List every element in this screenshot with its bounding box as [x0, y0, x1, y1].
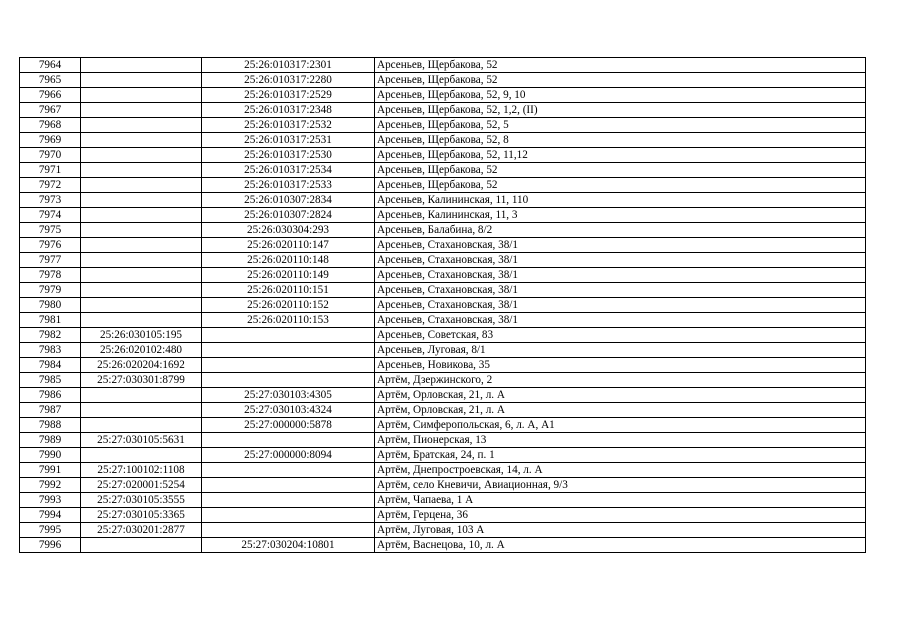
address-cell: Арсеньев, Советская, 83 [375, 328, 866, 343]
cadastral-number-b-cell: 25:27:030103:4324 [202, 403, 375, 418]
address-cell: Арсеньев, Щербакова, 52, 9, 10 [375, 88, 866, 103]
cadastral-number-b-cell: 25:26:020110:148 [202, 253, 375, 268]
table-row [20, 493, 866, 508]
row-number-cell: 7988 [20, 418, 81, 433]
row-number-cell: 7964 [20, 58, 81, 73]
address-cell: Арсеньев, Щербакова, 52 [375, 178, 866, 193]
cadastral-number-b-cell: 25:26:010307:2834 [202, 193, 375, 208]
address-cell: Арсеньев, Стахановская, 38/1 [375, 298, 866, 313]
cadastral-number-b-cell [202, 508, 375, 523]
cadastral-number-a-cell [81, 223, 202, 238]
table-row [20, 523, 866, 538]
address-cell: Арсеньев, Щербакова, 52, 8 [375, 133, 866, 148]
table-row [20, 328, 866, 343]
address-cell: Арсеньев, Стахановская, 38/1 [375, 253, 866, 268]
address-cell: Арсеньев, Щербакова, 52 [375, 58, 866, 73]
address-cell: Арсеньев, Щербакова, 52, 1,2, (II) [375, 103, 866, 118]
row-number-cell: 7980 [20, 298, 81, 313]
cadastral-number-a-cell: 25:27:030105:3555 [81, 493, 202, 508]
cadastral-number-b-cell [202, 463, 375, 478]
table-row [20, 238, 866, 253]
cadastral-number-a-cell: 25:27:100102:1108 [81, 463, 202, 478]
address-cell: Артём, Симферопольская, 6, л. А, А1 [375, 418, 866, 433]
cadastral-number-b-cell: 25:26:010317:2532 [202, 118, 375, 133]
address-cell: Арсеньев, Щербакова, 52, 11,12 [375, 148, 866, 163]
registry-table [19, 57, 866, 553]
cadastral-number-a-cell [81, 163, 202, 178]
cadastral-number-a-cell: 25:26:030105:195 [81, 328, 202, 343]
row-number-cell: 7965 [20, 73, 81, 88]
cadastral-number-b-cell: 25:26:010317:2533 [202, 178, 375, 193]
cadastral-number-a-cell [81, 448, 202, 463]
cadastral-number-b-cell: 25:26:020110:151 [202, 283, 375, 298]
address-cell: Арсеньев, Щербакова, 52, 5 [375, 118, 866, 133]
row-number-cell: 7967 [20, 103, 81, 118]
cadastral-number-a-cell: 25:26:020102:480 [81, 343, 202, 358]
cadastral-number-b-cell [202, 433, 375, 448]
cadastral-number-a-cell [81, 58, 202, 73]
table-row [20, 133, 866, 148]
table-row [20, 103, 866, 118]
row-number-cell: 7995 [20, 523, 81, 538]
address-cell: Артём, Васнецова, 10, л. А [375, 538, 866, 553]
cadastral-number-b-cell [202, 358, 375, 373]
row-number-cell: 7991 [20, 463, 81, 478]
cadastral-number-b-cell: 25:26:030304:293 [202, 223, 375, 238]
address-cell: Арсеньев, Стахановская, 38/1 [375, 283, 866, 298]
address-cell: Арсеньев, Щербакова, 52 [375, 73, 866, 88]
table-row [20, 418, 866, 433]
address-cell: Артём, Орловская, 21, л. А [375, 403, 866, 418]
address-cell: Артём, Луговая, 103 А [375, 523, 866, 538]
address-cell: Артём, Пионерская, 13 [375, 433, 866, 448]
cadastral-number-b-cell [202, 328, 375, 343]
row-number-cell: 7985 [20, 373, 81, 388]
cadastral-number-b-cell: 25:26:020110:147 [202, 238, 375, 253]
row-number-cell: 7993 [20, 493, 81, 508]
table-row [20, 163, 866, 178]
cadastral-number-a-cell [81, 298, 202, 313]
cadastral-number-b-cell: 25:26:010317:2534 [202, 163, 375, 178]
cadastral-number-a-cell [81, 208, 202, 223]
cadastral-number-b-cell: 25:26:020110:153 [202, 313, 375, 328]
table-row [20, 58, 866, 73]
row-number-cell: 7978 [20, 268, 81, 283]
table-row [20, 73, 866, 88]
cadastral-number-b-cell: 25:26:010307:2824 [202, 208, 375, 223]
row-number-cell: 7977 [20, 253, 81, 268]
cadastral-number-a-cell [81, 388, 202, 403]
cadastral-number-b-cell: 25:26:020110:149 [202, 268, 375, 283]
table-row [20, 538, 866, 553]
address-cell: Арсеньев, Стахановская, 38/1 [375, 238, 866, 253]
address-cell: Арсеньев, Щербакова, 52 [375, 163, 866, 178]
table-row [20, 343, 866, 358]
table-row [20, 433, 866, 448]
cadastral-number-b-cell: 25:26:010317:2531 [202, 133, 375, 148]
row-number-cell: 7966 [20, 88, 81, 103]
table-body [20, 58, 866, 553]
cadastral-number-b-cell: 25:27:000000:5878 [202, 418, 375, 433]
table-row [20, 463, 866, 478]
cadastral-number-a-cell: 25:27:030301:8799 [81, 373, 202, 388]
row-number-cell: 7976 [20, 238, 81, 253]
cadastral-number-a-cell [81, 418, 202, 433]
cadastral-number-b-cell: 25:26:010317:2529 [202, 88, 375, 103]
cadastral-number-a-cell [81, 88, 202, 103]
cadastral-number-b-cell [202, 523, 375, 538]
address-cell: Артём, село Кневичи, Авиационная, 9/3 [375, 478, 866, 493]
table-row [20, 223, 866, 238]
cadastral-number-b-cell: 25:27:000000:8094 [202, 448, 375, 463]
cadastral-number-b-cell [202, 343, 375, 358]
address-cell: Артём, Чапаева, 1 А [375, 493, 866, 508]
row-number-cell: 7984 [20, 358, 81, 373]
row-number-cell: 7989 [20, 433, 81, 448]
row-number-cell: 7990 [20, 448, 81, 463]
cadastral-number-a-cell [81, 238, 202, 253]
table-row [20, 478, 866, 493]
table-row [20, 508, 866, 523]
table-row [20, 358, 866, 373]
cadastral-number-a-cell [81, 193, 202, 208]
cadastral-number-a-cell: 25:27:020001:5254 [81, 478, 202, 493]
address-cell: Артём, Братская, 24, п. 1 [375, 448, 866, 463]
table-row [20, 88, 866, 103]
cadastral-number-a-cell [81, 178, 202, 193]
row-number-cell: 7981 [20, 313, 81, 328]
row-number-cell: 7983 [20, 343, 81, 358]
cadastral-number-a-cell [81, 73, 202, 88]
cadastral-number-a-cell [81, 253, 202, 268]
cadastral-number-a-cell [81, 283, 202, 298]
address-cell: Артём, Герцена, 36 [375, 508, 866, 523]
row-number-cell: 7996 [20, 538, 81, 553]
row-number-cell: 7974 [20, 208, 81, 223]
cadastral-number-b-cell: 25:27:030103:4305 [202, 388, 375, 403]
address-cell: Арсеньев, Луговая, 8/1 [375, 343, 866, 358]
cadastral-number-b-cell: 25:26:020110:152 [202, 298, 375, 313]
cadastral-number-a-cell [81, 403, 202, 418]
address-cell: Артём, Дзержинского, 2 [375, 373, 866, 388]
address-cell: Артём, Днепростроевская, 14, л. А [375, 463, 866, 478]
cadastral-number-b-cell: 25:26:010317:2280 [202, 73, 375, 88]
cadastral-number-a-cell: 25:27:030201:2877 [81, 523, 202, 538]
row-number-cell: 7987 [20, 403, 81, 418]
row-number-cell: 7994 [20, 508, 81, 523]
cadastral-number-a-cell: 25:26:020204:1692 [81, 358, 202, 373]
address-cell: Арсеньев, Балабина, 8/2 [375, 223, 866, 238]
row-number-cell: 7992 [20, 478, 81, 493]
cadastral-number-b-cell: 25:26:010317:2530 [202, 148, 375, 163]
row-number-cell: 7979 [20, 283, 81, 298]
cadastral-number-a-cell [81, 103, 202, 118]
row-number-cell: 7968 [20, 118, 81, 133]
row-number-cell: 7982 [20, 328, 81, 343]
table-row [20, 283, 866, 298]
address-cell: Арсеньев, Стахановская, 38/1 [375, 268, 866, 283]
table-row [20, 403, 866, 418]
cadastral-number-b-cell: 25:27:030204:10801 [202, 538, 375, 553]
table-row [20, 388, 866, 403]
cadastral-number-a-cell [81, 148, 202, 163]
cadastral-number-a-cell: 25:27:030105:5631 [81, 433, 202, 448]
cadastral-number-b-cell [202, 493, 375, 508]
table-row [20, 298, 866, 313]
row-number-cell: 7971 [20, 163, 81, 178]
table-row [20, 148, 866, 163]
cadastral-number-a-cell [81, 118, 202, 133]
table-row [20, 178, 866, 193]
cadastral-number-b-cell [202, 478, 375, 493]
cadastral-number-a-cell [81, 268, 202, 283]
table-row [20, 373, 866, 388]
row-number-cell: 7975 [20, 223, 81, 238]
cadastral-number-b-cell: 25:26:010317:2348 [202, 103, 375, 118]
table-row [20, 208, 866, 223]
row-number-cell: 7970 [20, 148, 81, 163]
row-number-cell: 7986 [20, 388, 81, 403]
cadastral-number-a-cell [81, 313, 202, 328]
cadastral-number-a-cell [81, 133, 202, 148]
table-row [20, 253, 866, 268]
table-row [20, 313, 866, 328]
row-number-cell: 7973 [20, 193, 81, 208]
row-number-cell: 7972 [20, 178, 81, 193]
address-cell: Артём, Орловская, 21, л. А [375, 388, 866, 403]
row-number-cell: 7969 [20, 133, 81, 148]
cadastral-number-b-cell: 25:26:010317:2301 [202, 58, 375, 73]
table-row [20, 193, 866, 208]
address-cell: Арсеньев, Калининская, 11, 110 [375, 193, 866, 208]
address-cell: Арсеньев, Новикова, 35 [375, 358, 866, 373]
cadastral-number-a-cell [81, 538, 202, 553]
table-row [20, 268, 866, 283]
cadastral-number-b-cell [202, 373, 375, 388]
address-cell: Арсеньев, Калининская, 11, 3 [375, 208, 866, 223]
table-row [20, 448, 866, 463]
cadastral-number-a-cell: 25:27:030105:3365 [81, 508, 202, 523]
table-row [20, 118, 866, 133]
address-cell: Арсеньев, Стахановская, 38/1 [375, 313, 866, 328]
